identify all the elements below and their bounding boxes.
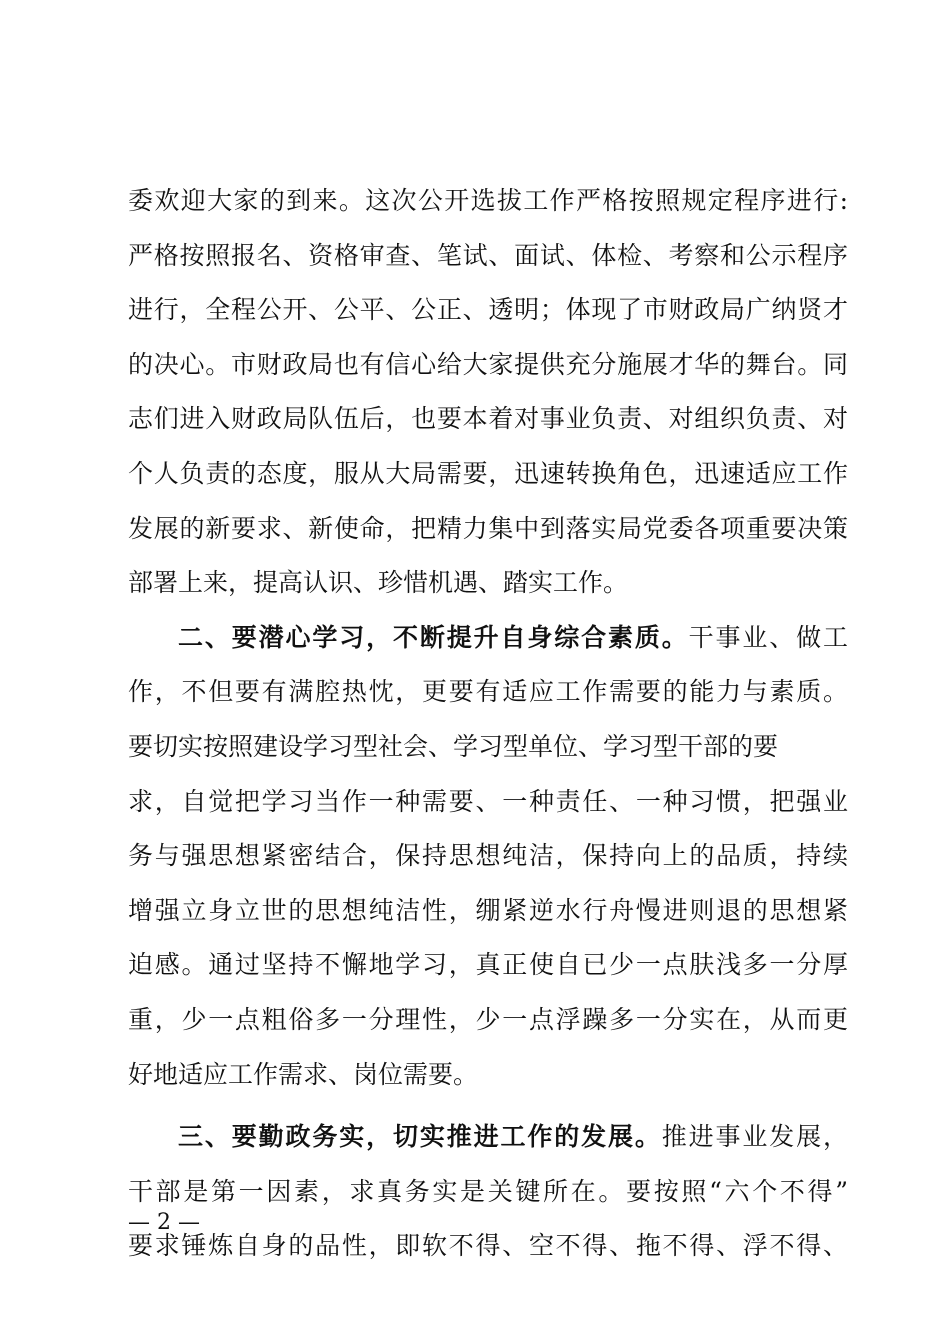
text-line: 严格按照报名、资格审查、笔试、面试、体检、考察和公示程序	[128, 240, 848, 270]
section-heading: 二、要潜心学习，不断提升自身综合素质。	[178, 622, 689, 652]
text-line: 发展的新要求、新使命，把精力集中到落实局党委各项重要决策	[128, 513, 848, 543]
paragraph-gap	[128, 1102, 848, 1110]
text-line: 委欢迎大家的到来。这次公开选拔工作严格按照规定程序进行:	[128, 186, 848, 215]
text-line: 增强立身立世的思想纯洁性，绷紧逆水行舟慢进则退的思想紧	[128, 895, 848, 925]
paragraph-1	[128, 174, 848, 611]
text-line: 志们进入财政局队伍后，也要本着对事业负责、对组织负责、对	[128, 404, 848, 434]
text-line: 部署上来，提高认识、珍惜机遇、踏实工作。	[128, 568, 629, 598]
text-line: 进行，全程公开、公平、公正、透明；体现了市财政局广纳贤才	[128, 295, 848, 325]
text-run: 推进事业发展，	[661, 1122, 848, 1152]
text-line: 重，少一点粗俗多一分理性，少一点浮躁多一分实在，从而更	[128, 1004, 848, 1034]
text-line: 作，不但要有满腔热忱，更要有适应工作需要的能力与素质。	[128, 677, 848, 707]
text-run: 干事业、做工	[688, 622, 848, 652]
paragraph-3	[128, 1110, 848, 1274]
text-line: 的决心。市财政局也有信心给大家提供充分施展才华的舞台。同	[128, 349, 848, 379]
document-body	[128, 174, 848, 1274]
text-line: 要求锤炼自身的品性，即软不得、空不得、拖不得、浮不得、	[128, 1231, 848, 1261]
text-line: 个人负责的态度，服从大局需要，迅速转换角色，迅速适应工作	[128, 458, 848, 488]
text-line: 求，自觉把学习当作一种需要、一种责任、一种习惯，把强业	[128, 786, 848, 816]
page-number: — 2 —	[128, 1210, 200, 1235]
text-line: 务与强思想紧密结合，保持思想纯洁，保持向上的品质，持续	[128, 841, 848, 871]
text-line: 好地适应工作需求、岗位需要。	[128, 1059, 479, 1089]
text-line	[128, 1110, 848, 1165]
section-heading: 三、要勤政务实，切实推进工作的发展。	[178, 1122, 662, 1152]
paragraph-2	[128, 611, 848, 1102]
text-line: 要切实按照建设学习型社会、学习型单位、学习型干部的要	[128, 731, 779, 761]
text-line	[128, 611, 848, 666]
text-line: 干部是第一因素，求真务实是关键所在。要按照“六个不得”	[128, 1176, 848, 1206]
text-line: 迫感。通过坚持不懈地学习，真正使自已少一点肤浅多一分厚	[128, 950, 848, 980]
